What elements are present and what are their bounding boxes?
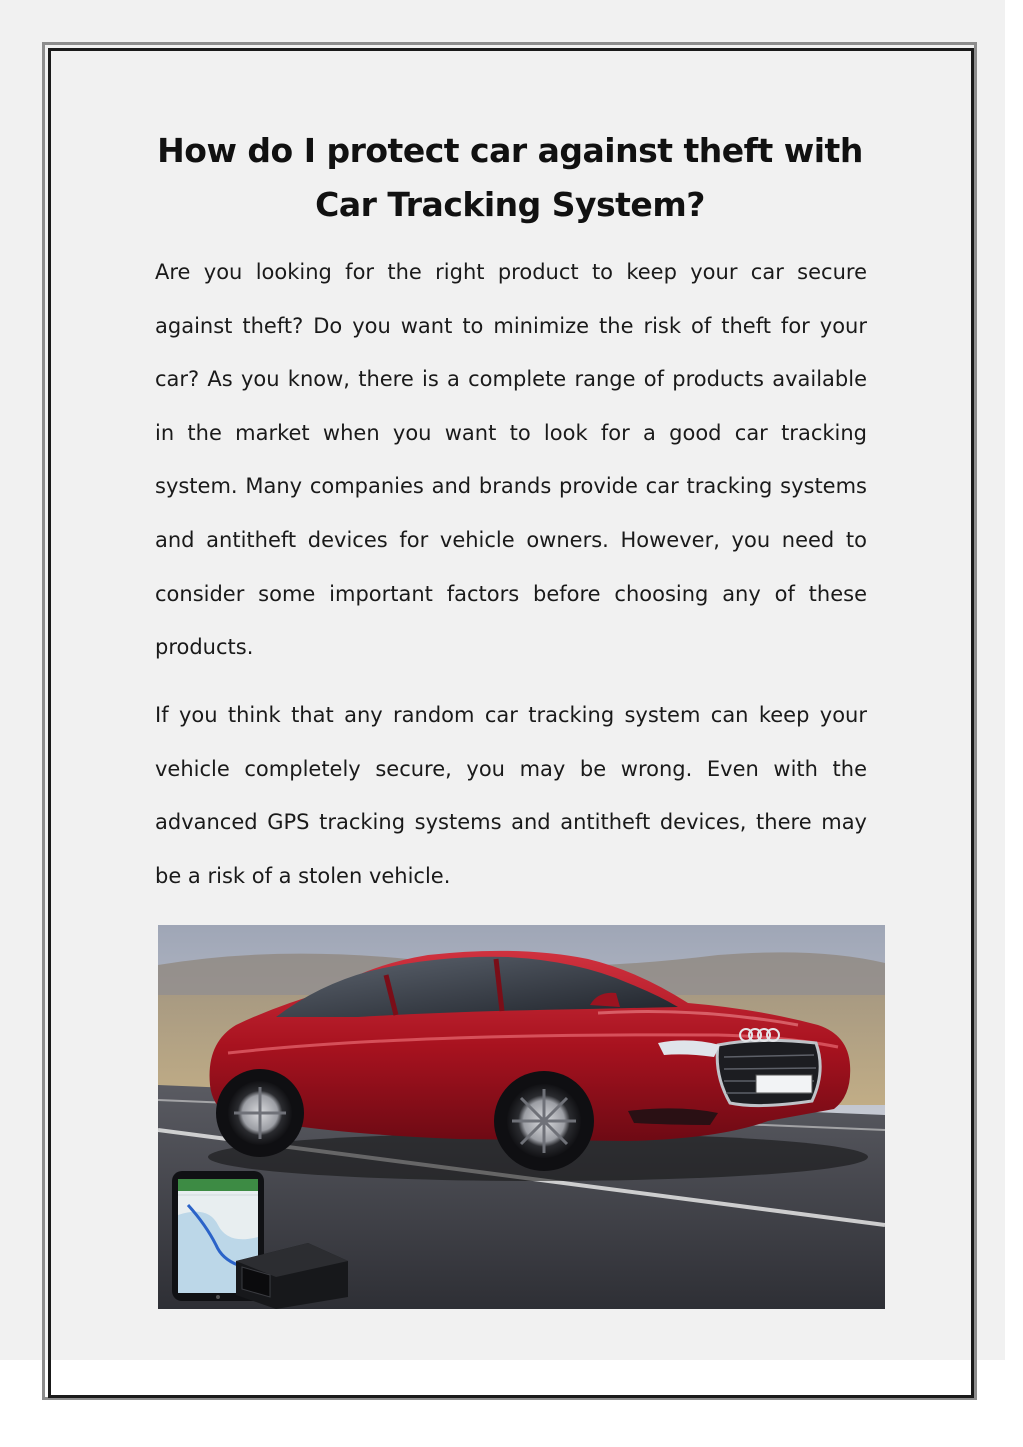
document-title: How do I protect car against theft with Car Tracking System? [157, 131, 863, 224]
paragraph-risk: If you think that any random car tracking system can keep your vehicle completely secure, you may be wrong. Even with the advanced GPS tracking systems and antitheft devices, there may be a risk of a stolen vehicle. [155, 703, 867, 888]
paragraph-intro: Are you looking for the right product to keep your car secure against theft? Do you want to minimize the risk of theft for your car? As you know, there is a complete range of products available in the market when you want to look for a good car tracking system. Many companies and brands provide car tracking systems and antitheft devices for vehicle owners. However, you need to consider some important factors before choosing any of these products. [155, 260, 867, 660]
car-tracking-photo [158, 925, 885, 1309]
car-photo-illustration [158, 925, 885, 1309]
page-frame-footer-strip [51, 1360, 971, 1395]
